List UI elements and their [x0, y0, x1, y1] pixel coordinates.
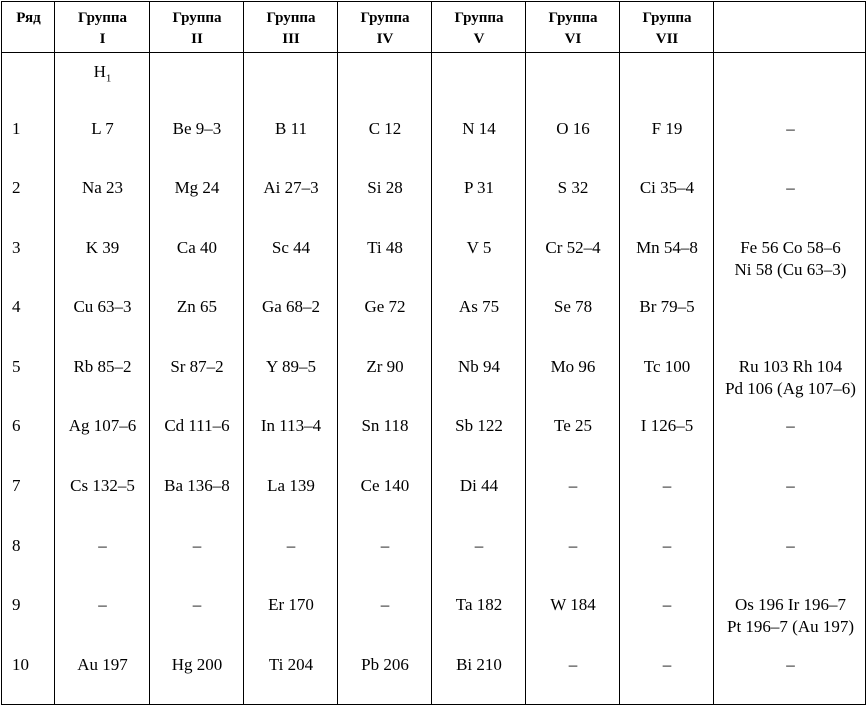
element-cell: – — [192, 595, 202, 614]
element-cell: Er 170 — [268, 595, 314, 614]
element-cell: – — [568, 536, 578, 555]
element-cell: N 14 — [462, 119, 496, 138]
header-group-number: IV — [376, 31, 394, 47]
element-cell: Pb 206 — [361, 655, 409, 674]
element-cell: O 16 — [556, 119, 590, 138]
element-cell: – — [98, 595, 107, 614]
row-number: 6 — [12, 416, 21, 435]
element-cell: – — [662, 476, 672, 495]
element-cell: I 126–5 — [640, 416, 694, 435]
element-cell: – — [568, 655, 578, 674]
element-cell: K 39 — [85, 238, 120, 257]
periodic-table — [1, 1, 866, 705]
row-number: 2 — [12, 178, 21, 197]
hydrogen-cell — [55, 62, 150, 84]
extra-group-cell: – — [786, 536, 795, 555]
element-cell: C 12 — [368, 119, 402, 138]
element-cell: Ce 140 — [360, 476, 410, 495]
element-cell: Sb 122 — [455, 416, 503, 435]
header-group-2 — [150, 8, 244, 50]
extra-group-cell: Ni 58 (Cu 63–3) — [734, 260, 847, 279]
row-number: 9 — [12, 595, 21, 614]
element-cell: Di 44 — [459, 476, 499, 495]
header-group-word: Группа — [266, 10, 316, 26]
hydrogen-index: 1 — [105, 72, 112, 85]
header-group-number: II — [191, 31, 203, 47]
extra-group-cell: Ru 103 Rh 104 — [738, 357, 843, 376]
hydrogen-symbol: H — [93, 62, 106, 81]
element-cell: Na 23 — [81, 178, 124, 197]
element-cell: Br 79–5 — [639, 297, 695, 316]
header-group-word: Группа — [548, 10, 598, 26]
element-cell: Ag 107–6 — [68, 416, 137, 435]
element-cell: Nb 94 — [457, 357, 501, 376]
element-cell: – — [662, 595, 672, 614]
element-cell: – — [98, 536, 107, 555]
element-cell: Y 89–5 — [266, 357, 316, 376]
element-cell: Ai 27–3 — [263, 178, 319, 197]
element-cell: L 7 — [91, 119, 114, 138]
row-number: 1 — [12, 119, 21, 138]
element-cell: F 19 — [651, 119, 683, 138]
extra-group-cell: Pd 106 (Ag 107–6) — [725, 379, 856, 398]
element-cell: Be 9–3 — [172, 119, 222, 138]
element-cell: – — [380, 536, 390, 555]
element-cell: Ti 204 — [268, 655, 314, 674]
element-cell: Au 197 — [77, 655, 128, 674]
row-number: 10 — [12, 655, 29, 674]
element-cell: Ti 48 — [367, 238, 403, 257]
header-group-3 — [244, 8, 338, 50]
extra-group-cell: – — [786, 655, 795, 674]
element-cell: – — [662, 655, 672, 674]
row-number: 7 — [12, 476, 21, 495]
extra-group-cell: Pt 196–7 (Au 197) — [726, 617, 855, 636]
element-cell: Hg 200 — [171, 655, 223, 674]
element-cell: Sc 44 — [271, 238, 311, 257]
element-cell: Rb 85–2 — [73, 357, 132, 376]
element-cell: Mg 24 — [174, 178, 220, 197]
element-cell: – — [286, 536, 296, 555]
header-group-word: Группа — [77, 10, 128, 26]
element-cell: As 75 — [458, 297, 500, 316]
header-group-number: I — [99, 31, 106, 47]
element-cell: – — [192, 536, 202, 555]
header-group-6 — [526, 8, 620, 50]
header-group-word: Группа — [360, 10, 410, 26]
element-cell: W 184 — [550, 595, 596, 614]
element-cell: In 113–4 — [260, 416, 322, 435]
element-cell: Cd 111–6 — [164, 416, 230, 435]
element-cell: Cu 63–3 — [73, 297, 132, 316]
extra-group-cell: – — [786, 119, 795, 138]
element-cell: Sn 118 — [361, 416, 409, 435]
element-cell: La 139 — [267, 476, 315, 495]
header-group-7 — [620, 8, 714, 50]
element-cell: Zr 90 — [366, 357, 404, 376]
header-group-number: VII — [655, 31, 679, 47]
element-cell: Tc 100 — [643, 357, 691, 376]
extra-group-cell: Fe 56 Co 58–6 — [740, 238, 841, 257]
row-number: 4 — [12, 297, 21, 316]
element-cell: Zn 65 — [176, 297, 218, 316]
element-cell: – — [474, 536, 484, 555]
element-cell: V 5 — [466, 238, 492, 257]
element-cell: – — [662, 536, 672, 555]
element-cell: B 11 — [275, 119, 307, 138]
element-cell: Sr 87–2 — [170, 357, 224, 376]
extra-group-cell: – — [786, 178, 795, 197]
element-cell: Ge 72 — [364, 297, 406, 316]
element-cell: – — [568, 476, 578, 495]
element-cell: Mn 54–8 — [636, 238, 698, 257]
row-number: 5 — [12, 357, 21, 376]
header-group-1 — [55, 8, 150, 50]
element-cell: – — [380, 595, 390, 614]
element-cell: Bi 210 — [456, 655, 502, 674]
extra-group-cell: – — [786, 476, 795, 495]
element-cell: Ba 136–8 — [164, 476, 230, 495]
header-group-number: VI — [564, 31, 582, 47]
extra-group-cell: Os 196 Ir 196–7 — [735, 595, 846, 614]
element-cell: Ca 40 — [176, 238, 218, 257]
element-cell: Ga 68–2 — [261, 297, 321, 316]
element-cell: Ci 35–4 — [639, 178, 695, 197]
header-group-word: Группа — [454, 10, 504, 26]
element-cell: Cs 132–5 — [70, 476, 135, 495]
header-group-4 — [338, 8, 432, 50]
element-cell: Si 28 — [367, 178, 403, 197]
element-cell: Cr 52–4 — [545, 238, 601, 257]
header-group-number: V — [473, 31, 485, 47]
row-number: 3 — [12, 238, 21, 257]
element-cell: Se 78 — [553, 297, 593, 316]
element-cell: Ta 182 — [455, 595, 503, 614]
header-row-label: Ряд — [16, 10, 41, 26]
header-group-word: Группа — [172, 10, 222, 26]
extra-group-cell: – — [786, 416, 795, 435]
header-group-5 — [432, 8, 526, 50]
header-group-number: III — [282, 31, 300, 47]
header-divider — [2, 52, 865, 53]
element-cell: P 31 — [463, 178, 495, 197]
element-cell: S 32 — [557, 178, 589, 197]
element-cell: Te 25 — [554, 416, 592, 435]
element-cell: Mo 96 — [550, 357, 596, 376]
row-number: 8 — [12, 536, 21, 555]
header-group-word: Группа — [642, 10, 692, 26]
